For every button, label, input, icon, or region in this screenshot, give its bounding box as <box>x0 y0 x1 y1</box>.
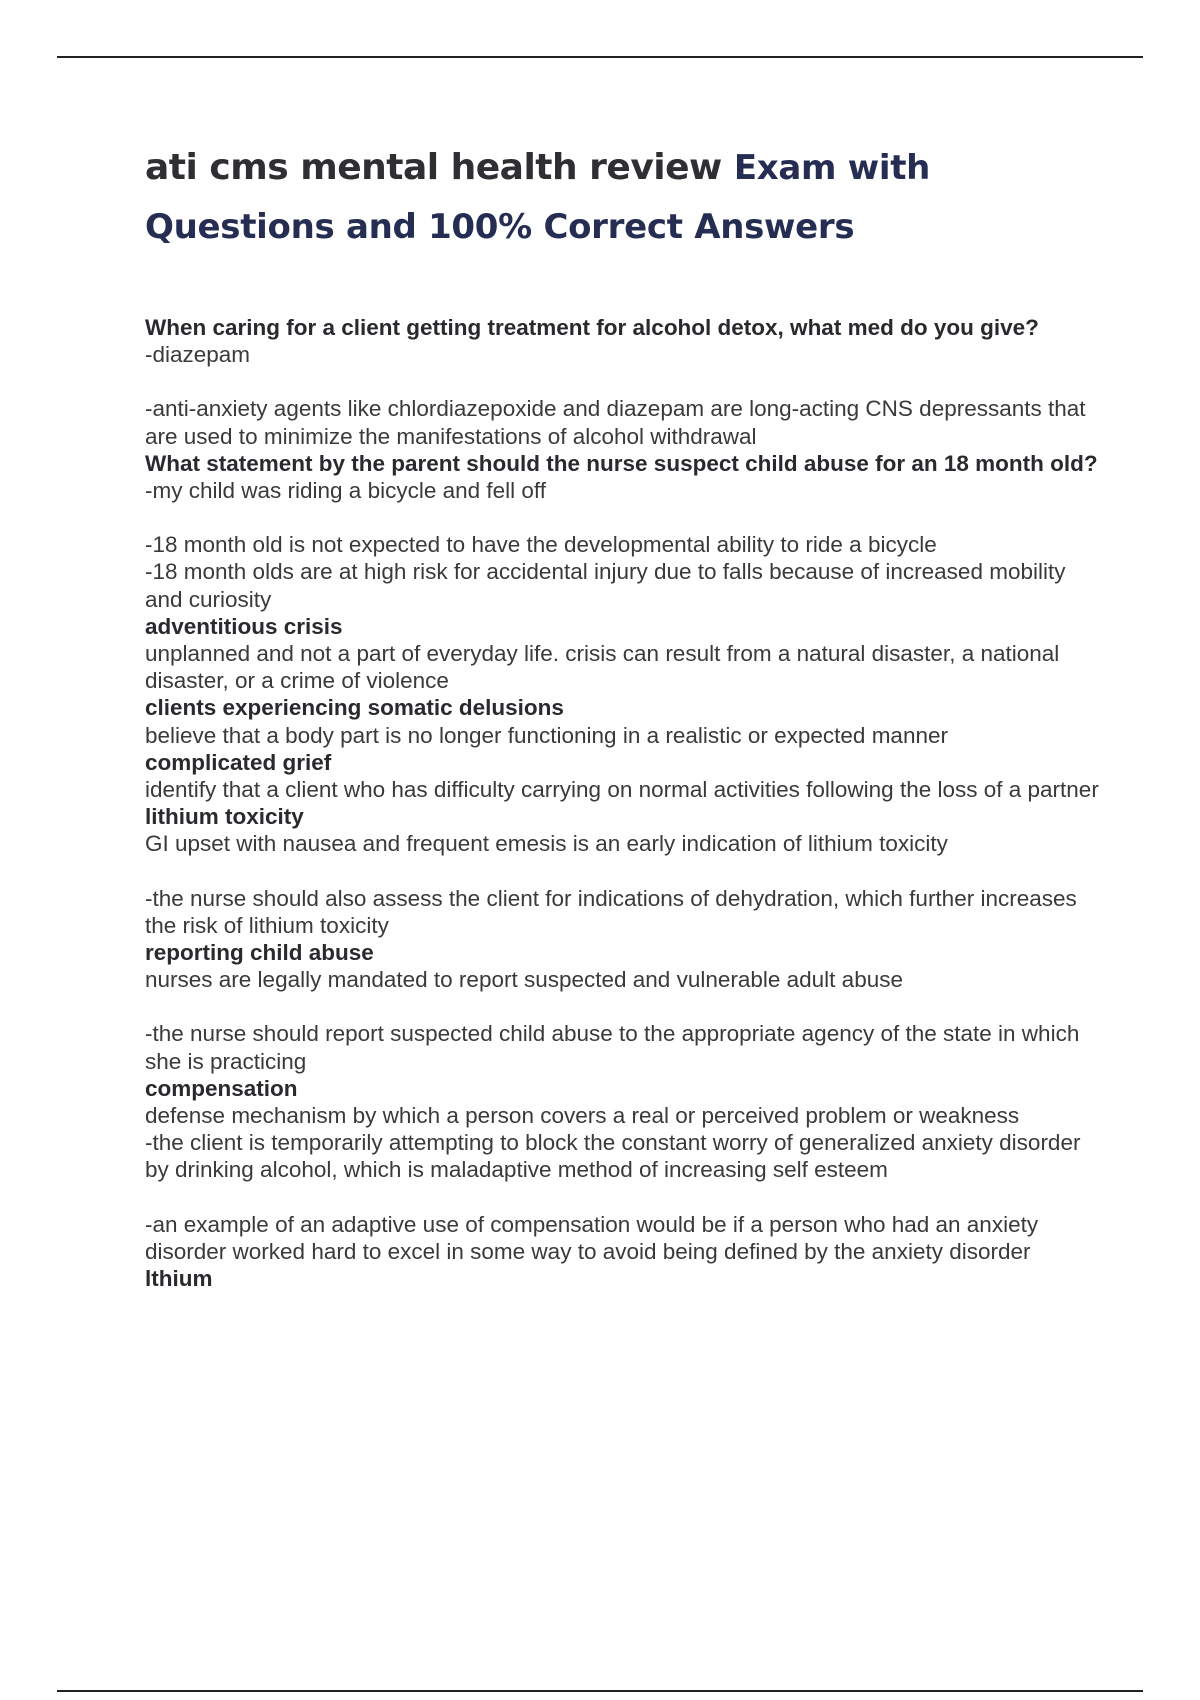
answer-line: -the client is temporarily attempting to block the constant worry of generalized anxiety disorder by drinking alcohol, which is maladaptive method of increasing self esteem <box>145 1130 1081 1183</box>
qa-entry <box>145 314 1105 450</box>
qa-entry <box>145 613 1105 695</box>
qa-entry <box>145 939 1105 1075</box>
page-title <box>145 138 1105 256</box>
qa-entry <box>145 749 1105 803</box>
question: lthium <box>145 1266 213 1292</box>
question: adventitious crisis <box>145 613 343 639</box>
answer-line: nurses are legally mandated to report suspected and vulnerable adult abuse <box>145 967 903 993</box>
answer-line: GI upset with nausea and frequent emesis is an early indication of lithium toxicity <box>145 831 948 857</box>
qa-list <box>145 314 1105 1292</box>
answer-line: -the nurse should report suspected child abuse to the appropriate agency of the state in which she is practicing <box>145 1021 1080 1074</box>
qa-entry <box>145 1265 1105 1292</box>
bottom-rule <box>57 1690 1143 1692</box>
answer-line: -18 month olds are at high risk for accidental injury due to falls because of increased mobility and curiosity <box>145 559 1066 612</box>
answer-line: -my child was riding a bicycle and fell off <box>145 478 547 504</box>
qa-entry <box>145 1075 1105 1265</box>
answer-line: believe that a body part is no longer functioning in a realistic or expected manner <box>145 722 948 748</box>
answer-line: -anti-anxiety agents like chlordiazepoxide and diazepam are long-acting CNS depressants that are used to minimize the manifestations of alcohol withdrawal <box>145 396 1086 449</box>
question: When caring for a client getting treatment for alcohol detox, what med do you give? <box>145 315 1039 340</box>
question: lithium toxicity <box>145 804 304 830</box>
question: reporting child abuse <box>145 940 374 966</box>
question: complicated grief <box>145 749 332 775</box>
answer-line: defense mechanism by which a person covers a real or perceived problem or weakness <box>145 1103 1020 1129</box>
answer-line: -diazepam <box>145 342 251 368</box>
answer-line: -18 month old is not expected to have the developmental ability to ride a bicycle <box>145 532 937 558</box>
question: clients experiencing somatic delusions <box>145 695 564 721</box>
qa-entry <box>145 450 1105 613</box>
qa-entry <box>145 803 1105 939</box>
question: What statement by the parent should the nurse suspect child abuse for an 18 month old? <box>145 450 1098 476</box>
answer-line: -the nurse should also assess the client for indications of dehydration, which further increases the risk of lithium toxicity <box>145 885 1077 938</box>
top-rule <box>57 56 1143 58</box>
title-part-2: Exam with Questions and 100% Correct Answers <box>145 148 931 247</box>
answer-line: identify that a client who has difficulty carrying on normal activities following the loss of a partner <box>145 777 1099 803</box>
answer-line: unplanned and not a part of everyday life. crisis can result from a natural disaster, a national disaster, or a crime of violence <box>145 641 1060 694</box>
answer-line: -an example of an adaptive use of compensation would be if a person who had an anxiety disorder worked hard to excel in some way to avoid being defined by the anxiety disorder <box>145 1211 1039 1264</box>
qa-entry <box>145 694 1105 748</box>
title-part-1: ati cms mental health review <box>145 147 734 188</box>
question: compensation <box>145 1075 298 1101</box>
